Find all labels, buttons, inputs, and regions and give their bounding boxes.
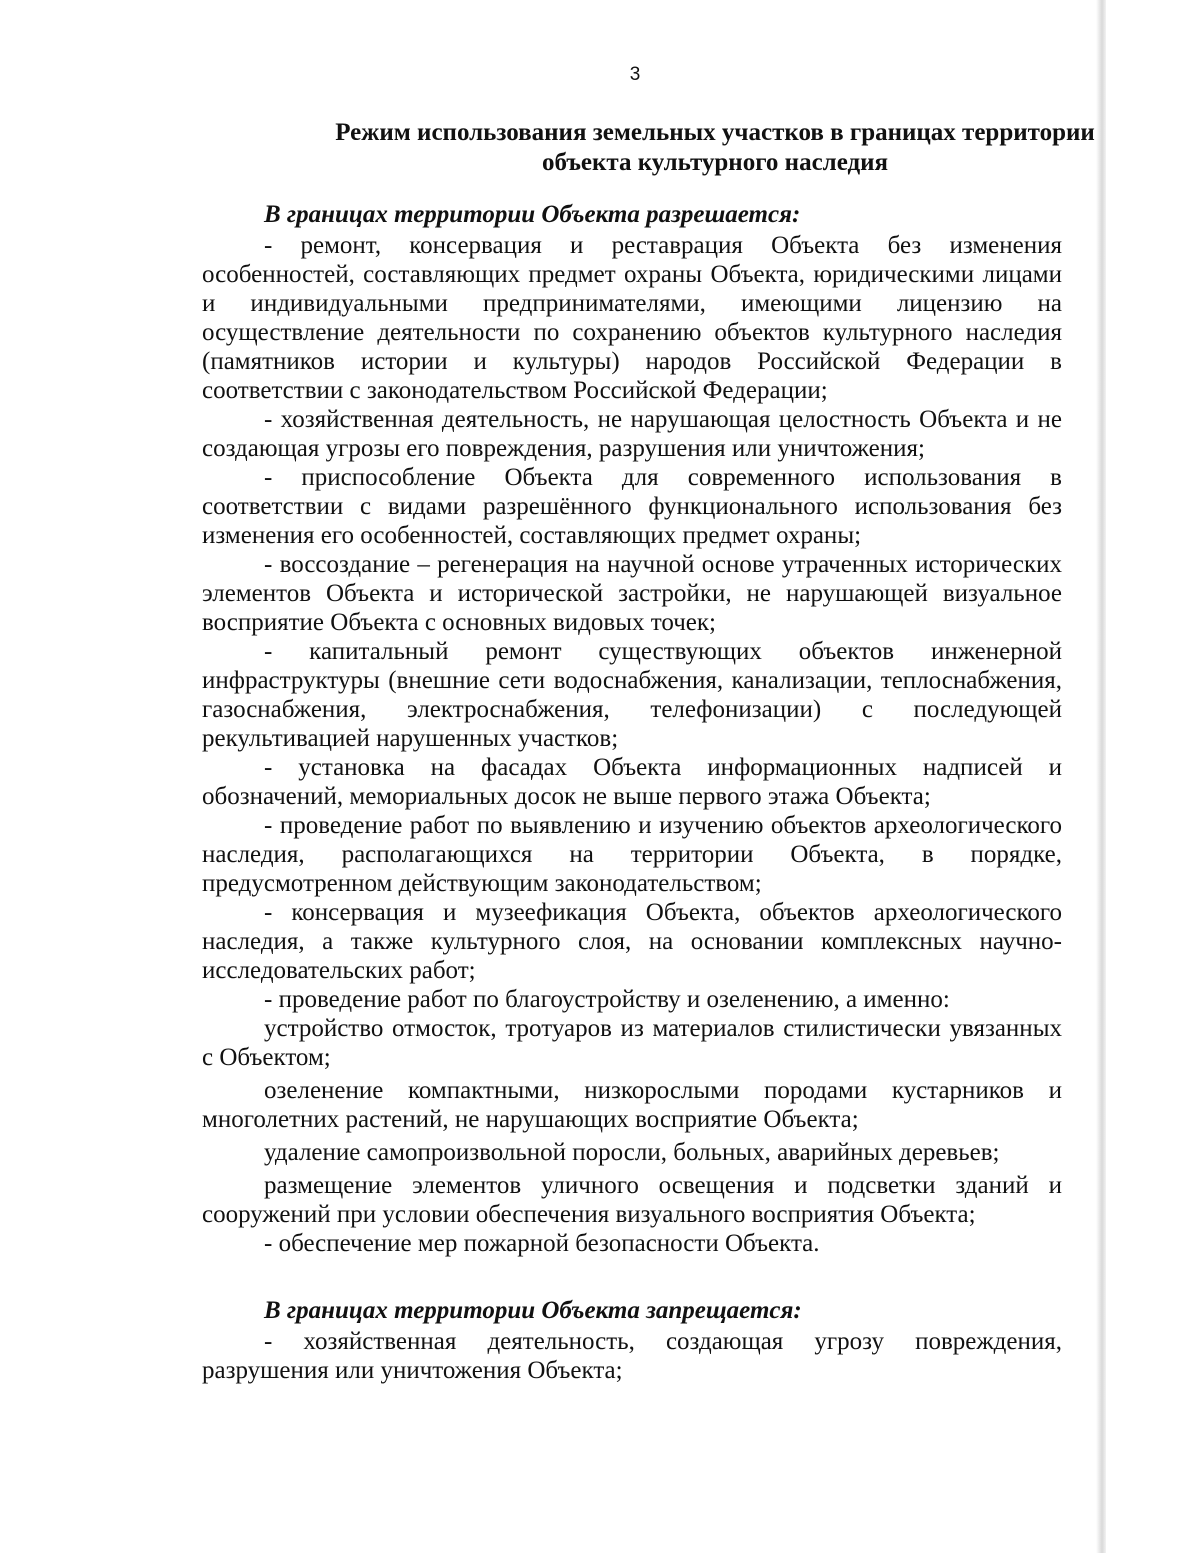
list-item: размещение элементов уличного освещения и подсветки зданий и сооружений при условии обеспечения визуального восприятия Объекта; bbox=[202, 1172, 1062, 1228]
list-item: - проведение работ по выявлению и изучению объектов археологического наследия, располагающихся на территории Объекта, в порядке, предусмотренном действующим законодательством; bbox=[202, 812, 1062, 897]
list-item: удаление самопроизвольной поросли, больных, аварийных деревьев; bbox=[264, 1139, 1000, 1166]
list-item: - обеспечение мер пожарной безопасности Объекта. bbox=[264, 1230, 820, 1257]
page-edge bbox=[1096, 0, 1106, 1553]
section-allowed bbox=[202, 200, 1062, 1258]
list-item: устройство отмосток, тротуаров из материалов стилистически увязанных с Объектом; bbox=[202, 1015, 1062, 1071]
list-item: - приспособление Объекта для современного использования в соответствии с видами разрешённого функционального использования без изменения его особенностей, составляющих предмет охраны; bbox=[202, 464, 1062, 549]
document-title bbox=[200, 118, 1200, 178]
list-item: - проведение работ по благоустройству и озеленению, а именно: bbox=[264, 986, 950, 1013]
list-item: - хозяйственная деятельность, создающая угрозу повреждения, разрушения или уничтожения Объекта; bbox=[202, 1328, 1062, 1384]
section-forbidden bbox=[202, 1296, 1062, 1385]
section-allowed-heading: В границах территории Объекта разрешается: bbox=[264, 201, 801, 228]
page-number: 3 bbox=[629, 64, 641, 85]
section-forbidden-heading: В границах территории Объекта запрещается: bbox=[264, 1297, 802, 1324]
list-item: - воссоздание – регенерация на научной основе утраченных исторических элементов Объекта и исторической застройки, не нарушающей визуальное восприятие Объекта с основных видовых точек; bbox=[202, 551, 1062, 636]
title-line-2: объекта культурного наследия bbox=[541, 149, 889, 176]
list-item: - капитальный ремонт существующих объектов инженерной инфраструктуры (внешние сети водоснабжения, канализации, теплоснабжения, газоснабжения, электроснабжения, телефонизации) с последующей рекультивацией нарушенных участков; bbox=[202, 638, 1062, 752]
list-item: - ремонт, консервация и реставрация Объекта без изменения особенностей, составляющих предмет охраны Объекта, юридическими лицами и индивидуальными предпринимателями, имеющими лицензию на осуществление деятельности по сохранению объектов культурного наследия (памятников истории и культуры) народов Российской Федерации в соответствии с законодательством Российской Федерации; bbox=[202, 232, 1062, 404]
list-item: - консервация и музеефикация Объекта, объектов археологического наследия, а также культурного слоя, на основании комплексных научно-исследовательских работ; bbox=[202, 899, 1062, 984]
list-item: - хозяйственная деятельность, не нарушающая целостность Объекта и не создающая угрозы его повреждения, разрушения или уничтожения; bbox=[202, 406, 1062, 462]
list-item: - установка на фасадах Объекта информационных надписей и обозначений, мемориальных досок не выше первого этажа Объекта; bbox=[202, 754, 1062, 810]
list-item: озеленение компактными, низкорослыми породами кустарников и многолетних растений, не нарушающих восприятие Объекта; bbox=[202, 1077, 1062, 1133]
title-line-1: Режим использования земельных участков в границах территории bbox=[335, 119, 1095, 146]
